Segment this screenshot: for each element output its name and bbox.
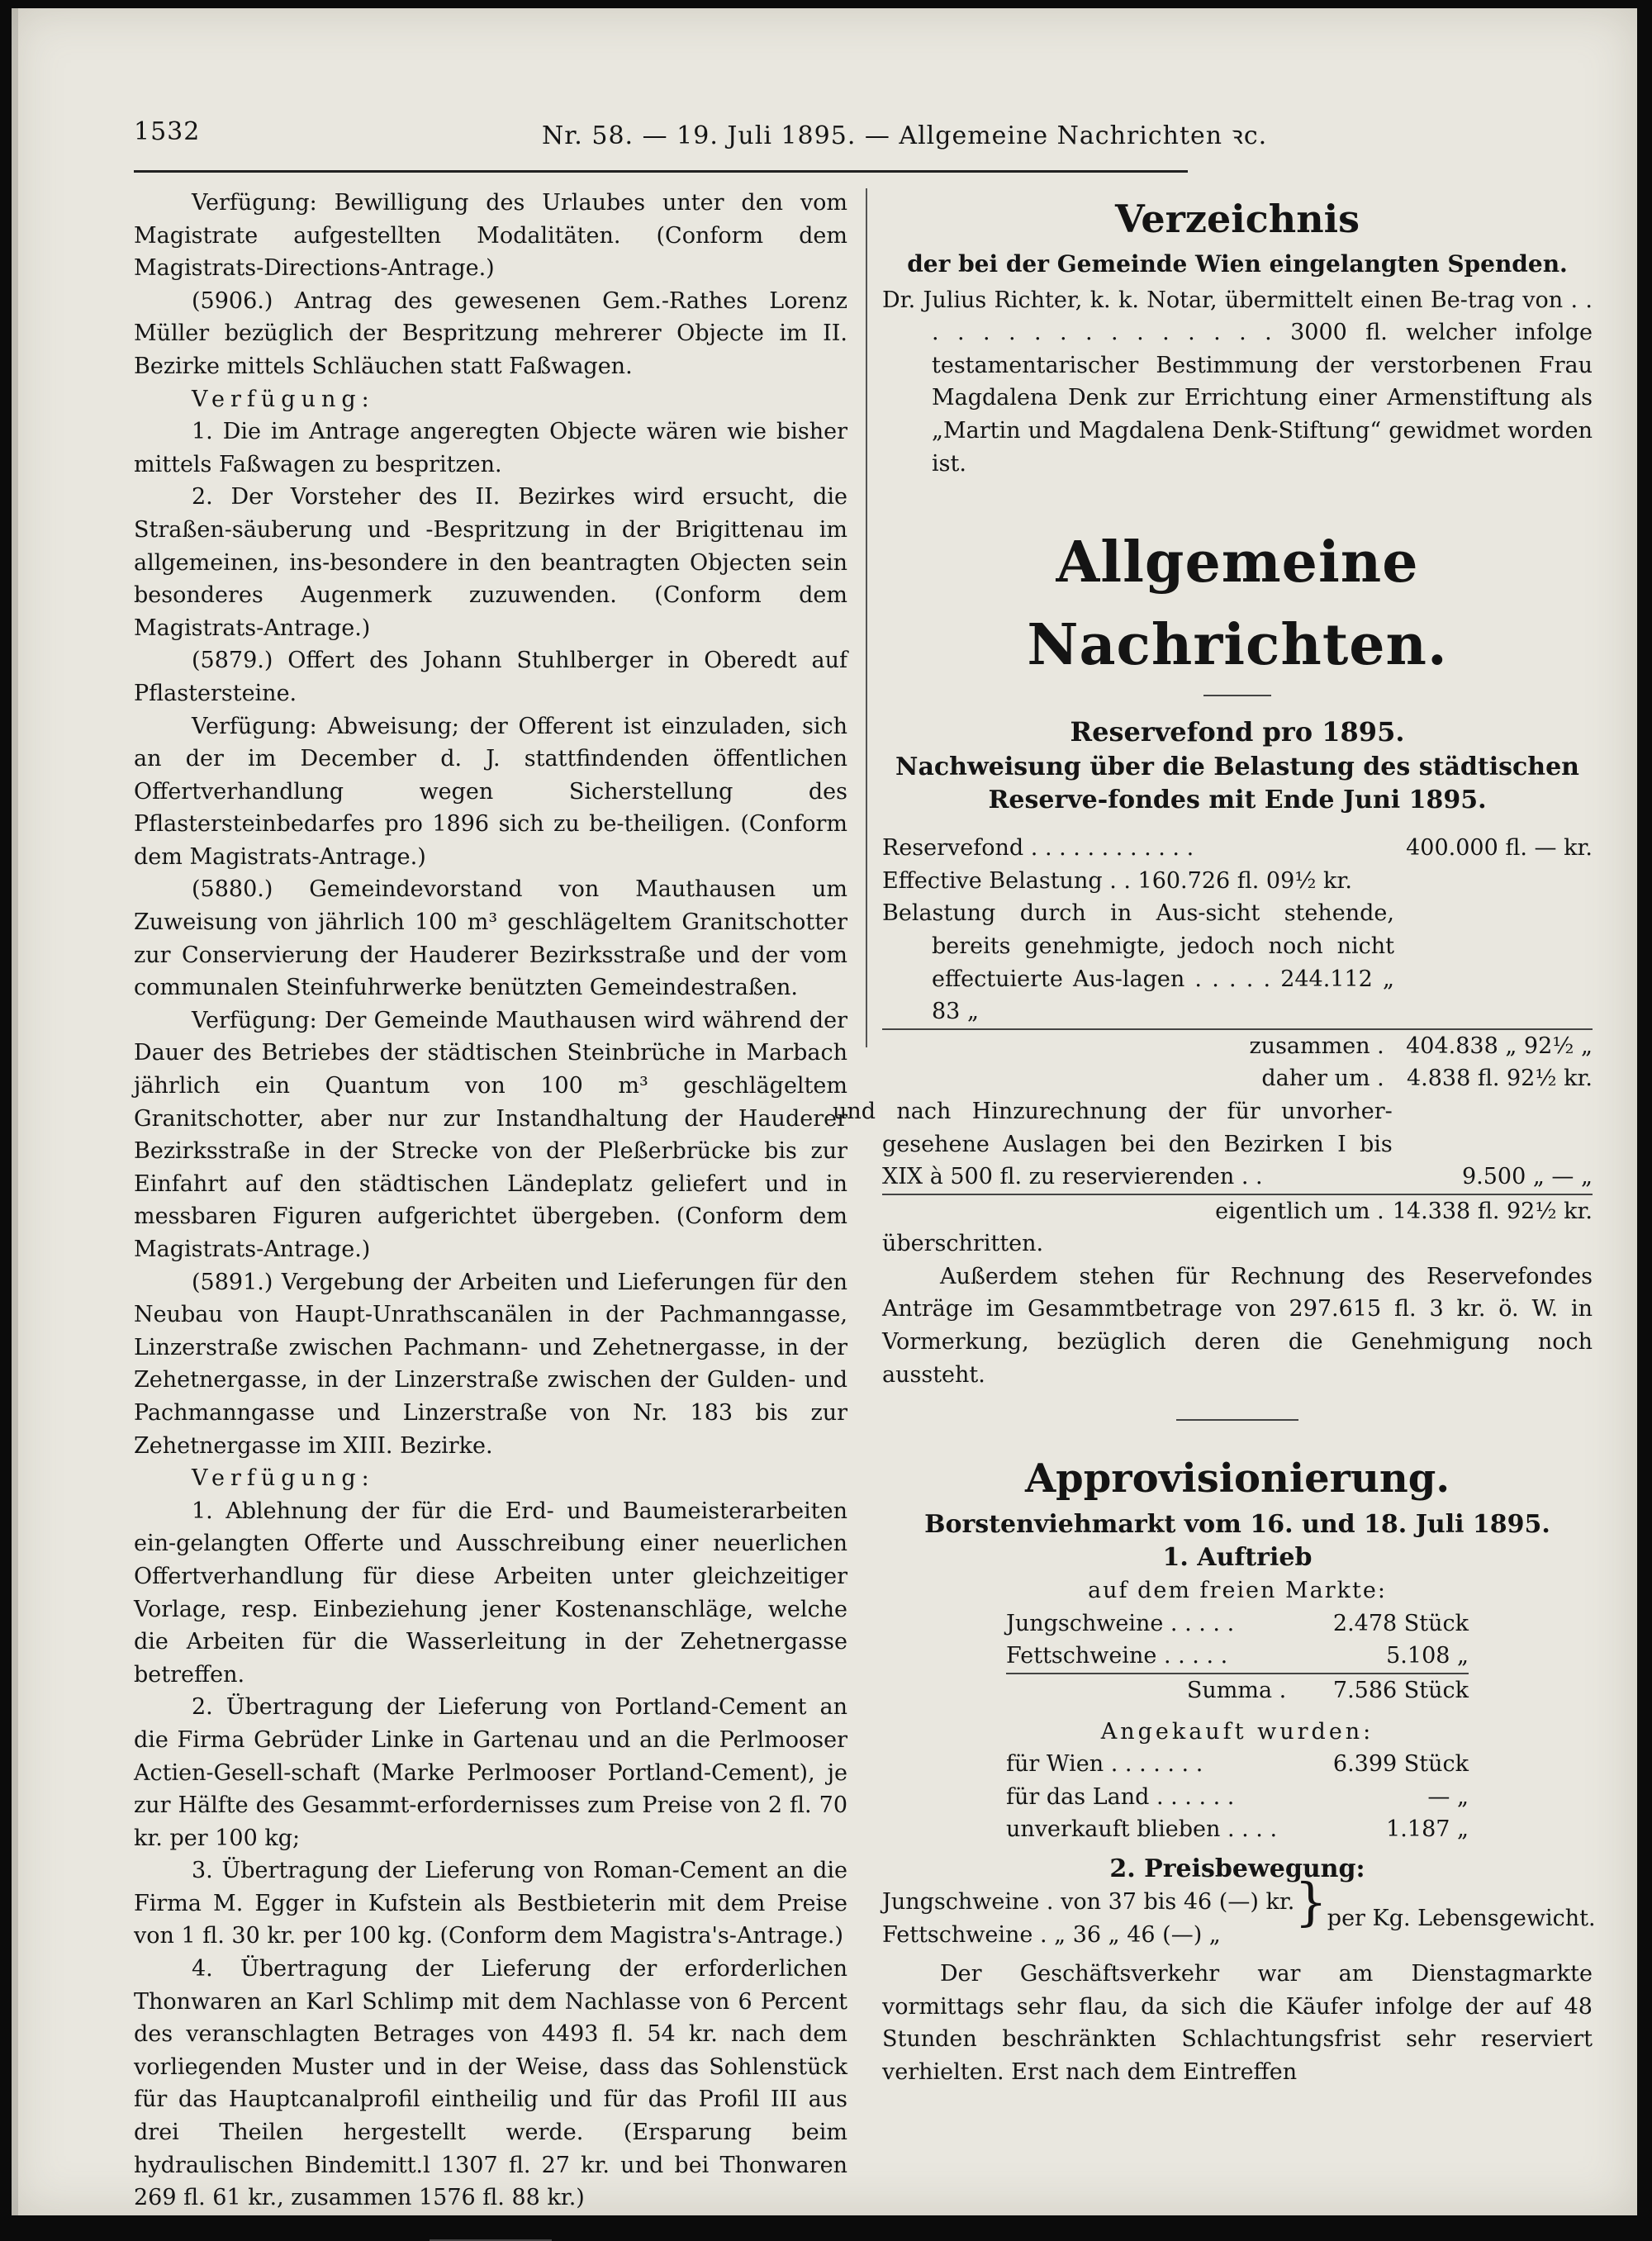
running-head: Nr. 58. — 19. Juli 1895. — Allgemeine Nachrichten ꝛc. [542,121,1268,150]
paragraph: (5906.) Antrag des gewesenen Gem.-Rathes Lorenz Müller bezüglich der Bespritzung mehrerer Objecte im II. Bezirke mittels Schläuchen statt Faßwagen. [134,287,847,379]
paragraph: Verfügung: Der Gemeinde Mauthausen wird während der Dauer des Betriebes der städtischen Steinbrüche in Marbach jährlich ein Quantum von 100 m³ geschlägeltem Granitschotter, aber nur zur Instandhaltung der Hauderer Bezirksstraße in der Strecke von der Pleßerbrücke bis zur Einfahrt auf den städtischen Ländeplatz geliefert und in messbaren Figuren aufgerichtet übergeben. (Conform dem Magistrats-Antrage.) [134,1007,847,1262]
row-value: 4.838 fl. 92½ kr. [1406,1066,1593,1092]
auftrieb-subtitle: auf dem freien Markte: [1088,1578,1387,1604]
paragraph: 2. Der Vorsteher des II. Bezirkes wird ersucht, die Straßen-säuberung und -Bespritzung in der Brigittenau im allgemeinen, ins-besondere in den beantragten Objecten sein besonderes Augenmerk zuzuwenden. (Conform dem Magistrats-Antrage.) [134,484,847,641]
angekauft-table [1006,1748,1469,1846]
page-number: 1532 [134,117,201,146]
table-row [882,1095,1593,1194]
preis-table [882,1872,1596,1951]
row-label: Reservefond . . . . . . . . . . . . [882,835,1194,862]
row-label: Effective Belastung . . 160.726 fl. 09½ kr. [882,867,1352,894]
row-value: 404.838 „ 92½ „ [1393,1029,1593,1063]
row-value: 14.338 fl. 92½ kr. [1393,1194,1593,1228]
preis-title: 2. Preisbewegung: [1109,1854,1365,1883]
row-label: daher um . [1261,1066,1384,1092]
table-row [882,1886,1596,1951]
table-row [1006,1674,1469,1707]
left-column [134,187,847,2241]
row-label: unverkauft blieben . . . . [1006,1816,1278,1843]
auftrieb-table [1006,1607,1469,1707]
row-label: für das Land . . . . . . [1006,1783,1235,1810]
closing-paragraph: Der Geschäftsverkehr war am Dienstagmarkte vormittags sehr flau, da sich die Käufer infolge der auf 48 Stunden beschränkten Schlachtungsfrist sehr reserviert verhielten. Erst nach dem Eintreffen [882,1961,1593,2085]
paragraph: (5880.) Gemeindevorstand von Mauthausen um Zuweisung von jährlich 100 m³ geschlägeltem Granitschotter zur Conservierung der Hauderer Bezirksstraße und der vom communalen Steinfuhrwerke benützten Gemeindestraßen. [134,876,847,1001]
table-row [1006,1813,1469,1846]
verfuegung-heading: Verfügung: [192,1465,375,1492]
table-row [1006,1781,1469,1814]
row-label: Fettschweine . . . . . [1006,1643,1228,1669]
row-label: Summa . [1006,1674,1296,1707]
row-value: 9.500 „ — „ [1461,1164,1593,1190]
paragraph: 2. Übertragung der Lieferung von Portland-Cement an die Firma Gebrüder Linke in Gartenau und an die Perlmooser Actien-Gesell-schaft (Marke Perlmooser Portland-Cement), je zur Hälfte des Gesammt-erfordernisses zum Preise von 2 fl. 70 kr. per 100 kg; [134,1694,847,1851]
title-rule [1203,695,1271,696]
paragraph: Verfügung: Abweisung; der Offerent ist einzuladen, sich an der im December d. J. stattfindenden öffentlichen Offertverhandlung wegen Sicherstellung des Pflastersteinbedarfes pro 1896 sich zu be-theiligen. (Conform dem Magistrats-Antrage.) [134,713,847,870]
header-rule [134,170,1188,173]
paragraph: 1. Ablehnung der für die Erd- und Baumeisterarbeiten ein-gelangten Offerte und Ausschreibung einer neuerlichen Offertverhandlung für diese Arbeiten unter gleichzeitiger Vorlage, resp. Einbeziehung jener Kostenanschläge, welche die Arbeiten für die Wasserleitung in der Zehetnergasse betreffen. [134,1498,847,1688]
preis-lines [882,1886,1294,1951]
row-label [882,897,1593,1028]
row-value: 6.399 Stück [1332,1751,1469,1778]
row-value: 7.586 Stück [1296,1674,1469,1707]
page-header [134,117,1268,154]
section-rule [1176,1419,1298,1421]
row-label: für Wien . . . . . . . [1006,1751,1203,1778]
verzeichnis-title: Verzeichnis [1114,197,1360,241]
table-row [882,1194,1593,1228]
row-value: 5.108 „ [1386,1643,1469,1669]
market-title: Borstenviehmarkt vom 16. und 18. Juli 1895. [924,1510,1550,1540]
table-row [882,1062,1593,1095]
brace-glyph: } [1294,1872,1327,1932]
paragraph: (5879.) Offert des Johann Stuhlberger in Oberedt auf Pflastersteine. [134,648,847,706]
preis-row: Jungschweine . von 37 bis 46 (—) kr. [882,1889,1295,1915]
auftrieb-title: 1. Auftrieb [1162,1543,1313,1573]
column-divider [866,188,867,1047]
row-label: eigentlich um . [882,1194,1393,1228]
table-row [882,865,1593,898]
row-label: zusammen . [882,1029,1393,1063]
preis-unit: per Kg. Lebensgewicht. [1327,1905,1596,1931]
table-row [882,832,1593,865]
right-column [833,187,1596,2089]
verfuegung-heading: Verfügung: [192,386,375,412]
paragraph: 1. Die im Antrage angeregten Objecte wären wie bisher mittels Faßwagen zu bespritzen. [134,419,847,477]
table-row [1006,1748,1469,1781]
reserve-title: Reservefond pro 1895. [1070,716,1405,748]
page-edge-shadow [12,8,18,2215]
reserve-note: Außerdem stehen für Rechnung des Reservefondes Anträge im Gesammtbetrage von 297.615 fl. 3 kr. ö. W. in Vormerkung, bezüglich deren die Genehmigung noch aussteht. [882,1263,1593,1388]
reserve-subtitle: Nachweisung über die Belastung des städtischen Reserve-fondes mit Ende Juni 1895. [895,753,1579,815]
section-title: Allgemeine Nachrichten. [1027,529,1448,679]
row-value: 2.478 Stück [1332,1610,1469,1636]
preis-row: Fettschweine . „ 36 „ 46 (—) „ [882,1921,1221,1948]
verzeichnis-subtitle: der bei der Gemeinde Wien eingelangten Spenden. [907,250,1568,278]
paragraph: Verfügung: Bewilligung des Urlaubes unter den vom Magistrate aufgestellten Modalitäten. (Conform dem Magistrats-Directions-Antrage.) [134,190,847,282]
reserve-table [833,832,1593,1227]
row-label: Jungschweine . . . . . [1006,1610,1235,1636]
table-row [1006,1607,1469,1640]
donation-entry: Dr. Julius Richter, k. k. Notar, übermittelt einen Be-trag von . . . . . . . . . . . . . . . . 3000 fl. welcher infolge testamentarischer Bestimmung der verstorbenen Frau Magdalena Denk zur Errichtung einer Armenstiftung als „Martin und Magdalena Denk-Stiftung“ gewidmet worden ist. [882,287,1593,477]
paragraph: (5891.) Vergebung der Arbeiten und Lieferungen für den Neubau von Haupt-Unrathscanälen in der Pachmanngasse, Linzerstraße zwischen Pachmann- und Zehetnergasse, in der Zehetnergasse, in der Linzerstraße zwischen der Gulden- und Pachmanngasse und Linzerstraße von Nr. 183 bis zur Zehetnergasse im XIII. Bezirke. [134,1269,847,1459]
row-label: und nach Hinzurechnung der für unvorher-gesehene Auslagen bei den Bezirken I bis XIX à 500 fl. zu reservierenden . . [833,1098,1393,1190]
paragraph: 4. Übertragung der Lieferung der erforderlichen Thonwaren an Karl Schlimp mit dem Nachlasse von 6 Percent des veranschlagten Betrages von 4493 fl. 54 kr. nach dem vorliegenden Muster und in der Weise, dass das Sohlenstück für das Hauptcanalprofil eintheilig und für das Profil III aus drei Theilen hergestellt werde. (Ersparung beim hydraulischen Bindemitt.l 1307 fl. 27 kr. und bei Thonwaren 269 fl. 61 kr., zusammen 1576 fl. 88 kr.) [134,1956,847,2211]
table-row [1006,1640,1469,1674]
row-value: — „ [1427,1783,1469,1810]
reserve-exceeded: überschritten. [882,1231,1044,1257]
row-value: 1.187 „ [1386,1816,1469,1843]
table-row [882,1029,1593,1063]
paragraph: 3. Übertragung der Lieferung von Roman-Cement an die Firma M. Egger in Kufstein als Bestbieterin mit dem Preise von 1 fl. 30 kr. per 100 kg. (Conform dem Magistra's-Antrage.) [134,1858,847,1949]
belastung-text: Belastung durch in Aus-sicht stehende, bereits genehmigte, jedoch noch nicht effectuierte Aus-lagen . . . . . 244.112 „ 83 „ [882,900,1394,1025]
angekauft-title: Angekauft wurden: [1100,1718,1374,1745]
row-value: 400.000 fl. — kr. [1406,835,1593,862]
table-row [882,897,1593,1028]
approvisionierung-title: Approvisionierung. [1024,1455,1450,1503]
